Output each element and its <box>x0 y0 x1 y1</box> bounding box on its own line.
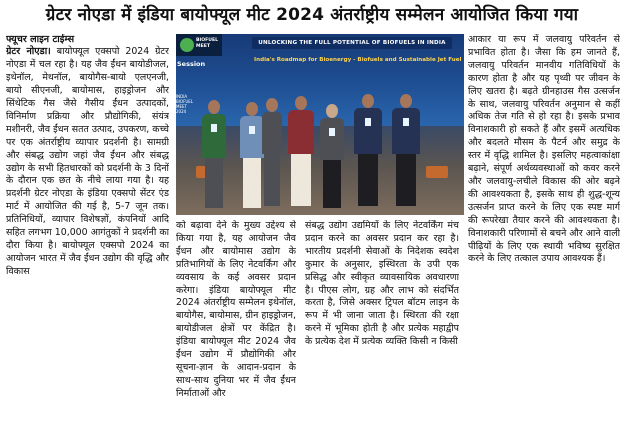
event-logo <box>176 34 222 56</box>
person-3 <box>260 98 284 215</box>
person-5 <box>318 104 346 215</box>
byline <box>6 34 169 46</box>
chair <box>426 166 448 178</box>
banner-subtitle: India's Roadmap for Bioenergy - Biofuels and Sustainable Jet Fuel <box>254 57 462 63</box>
banner-headline: UNLOCKING THE FULL POTENTIAL OF BIOFUELS IN INDIA <box>252 37 452 49</box>
person-4 <box>286 96 316 215</box>
article-column-4 <box>468 34 620 431</box>
leaf-icon <box>180 38 194 52</box>
column-1-text: बायोफ्यूल एक्सपो 2024 ग्रेटर नोएडा में चल रहा है। यह जैव ईंधन बायोडीजल, इथेनॉल, मेथनॉल, बायोगैस-बायो एलएनजी, बायो सीएनजी, बायोमास, हाइड्रोजन और सिंथेटिक गैस जैसे गैसीय ईंधन उत्पादकों, विनिर्माण प्रक्रिया और प्रौद्योगिकी, संयंत्र मशीनरी, जैव ईंधन सतत उत्पाद, उपकरण, कच्चे पर एक अंतर्राष्ट्रीय व्यापार प्रदर्शनी है। सामग्री और संबद्ध उद्योग जहां जैव ईंधन और संबद्ध उद्योग के सभी हितधारकों को प्रदर्शनी के 3 दिनों के दौरान एक छत के नीचे लाया गया है। यह प्रदर्शनी ग्रेटर नोएडा के इंडिया एक्सपो सेंटर एंड मार्ट में आयोजित की गई है, 5-7 जून तक। प्रतिनिधियों, व्यापार विशेषज्ञों, कंपनियों आदि सहित लगभग 10,000 आगंतुकों ने प्रदर्शनी का दौरा किया है। बायोफ्यूल एक्सपो 2024 का आयोजन भारत में जैव ईंधन उद्योग की वृद्धि और विकास <box>6 46 169 277</box>
session-label: Session <box>177 60 206 68</box>
wall-text: INDIA BIOFUEL MEET 2024 <box>176 94 194 114</box>
byline-place: ग्रेटर नोएडा। <box>6 46 51 58</box>
article-column-3 <box>305 220 459 431</box>
byline-agency: फ्यूचर लाइन टाईम्स <box>6 34 75 45</box>
column-2-text: को बढ़ावा देने के मुख्य उद्देश्य से किया गया है, यह आयोजन जैव ईंधन और बायोमास उद्योग के प्रतिभागियों के लिए नेटवर्किंग और व्यवसाय के कई अवसर प्रदान करेगा। इंडिया बायोफ्यूल मीट 2024 अंतर्राष्ट्रीय सम्मेलन इथेनॉल, बायोगैस, बायोमास, ग्रीन हाइड्रोजन, बायोडीजल क्षेत्रों पर केंद्रित है। इंडिया बायोफ्यूल मीट 2024 जैव ईंधन उद्योग में प्रौद्योगिकी और सूचना-ज्ञान के आदान-प्रदान के साथ-साथ दुनिया भर में जैव ईंधन निर्माताओं और <box>176 220 296 399</box>
headline: ग्रेटर नोएडा में इंडिया बायोफ्यूल मीट 2024 अंतर्राष्ट्रीय सम्मेलन आयोजित किया गया <box>45 5 579 25</box>
person-6 <box>352 94 384 215</box>
column-4-text: आकार या रूप में जलवायु परिवर्तन से प्रभावित होता है। जैसा कि हम जानते हैं, जलवायु परिवर्तन मानवीय गतिविधियों के कारण होता है और यह पृथ्वी पर जीवन के लिए खतरा है। बढ़ते ग्रीनहाउस गैस उत्सर्जन के साथ, जलवायु परिवर्तन अनुमान से कहीं अधिक तेज गति से हो रहा है। इसके प्रभाव विनाशकारी हो सकते हैं और इसमें अत्यधिक और बदलते मौसम के पैटर्न और समुद्र के स्तर में वृद्धि शामिल है। इसलिए महत्वाकांक्षा बढ़ाने, संपूर्ण अर्थव्यवस्थाओं को कवर करने और जलवायु-लचीले विकास की ओर बढ़ने की आवश्यकता है, इसके साथ ही शुद्ध-शून्य उत्सर्जन प्राप्त करने के लिए एक स्पष्ट मार्ग की रूपरेखा तैयार करने की आवश्यकता है। विनाशकारी परिणामों से बचने और आने वाली पीढ़ियों के लिए एक स्थायी भविष्य सुरक्षित करने के लिए तत्काल उपाय आवश्यक हैं। <box>468 34 620 265</box>
column-3-text: संबद्ध उद्योग उद्यमियों के लिए नेटवर्किंग मंच प्रदान करने का अवसर प्रदान कर रहा है। भारतीय प्रदर्शनी सेवाओं के निदेशक स्वदेश कुमार के अनुसार, इस्थिरता के उपी एक प्रसिद्ध और स्वीकृत व्यावसायिक अवधारणा है। पीएस लोग, ग्रह और लाभ को संदर्भित करता है, जिसे अक्सर ट्रिपल बॉटम लाइन के रूप में भी जाना जाता है। स्थिरता की रक्षा करने में भूमिका होती है और प्रत्येक महाद्वीप के प्रत्येक देश में प्रत्येक व्यक्ति किसी न किसी <box>305 220 459 348</box>
article-column-2 <box>176 220 296 431</box>
person-1 <box>200 100 228 215</box>
event-photo <box>176 34 464 215</box>
logo-text: BIOFUEL MEET <box>196 38 219 49</box>
person-7 <box>390 94 422 215</box>
article-column-1 <box>6 34 169 431</box>
